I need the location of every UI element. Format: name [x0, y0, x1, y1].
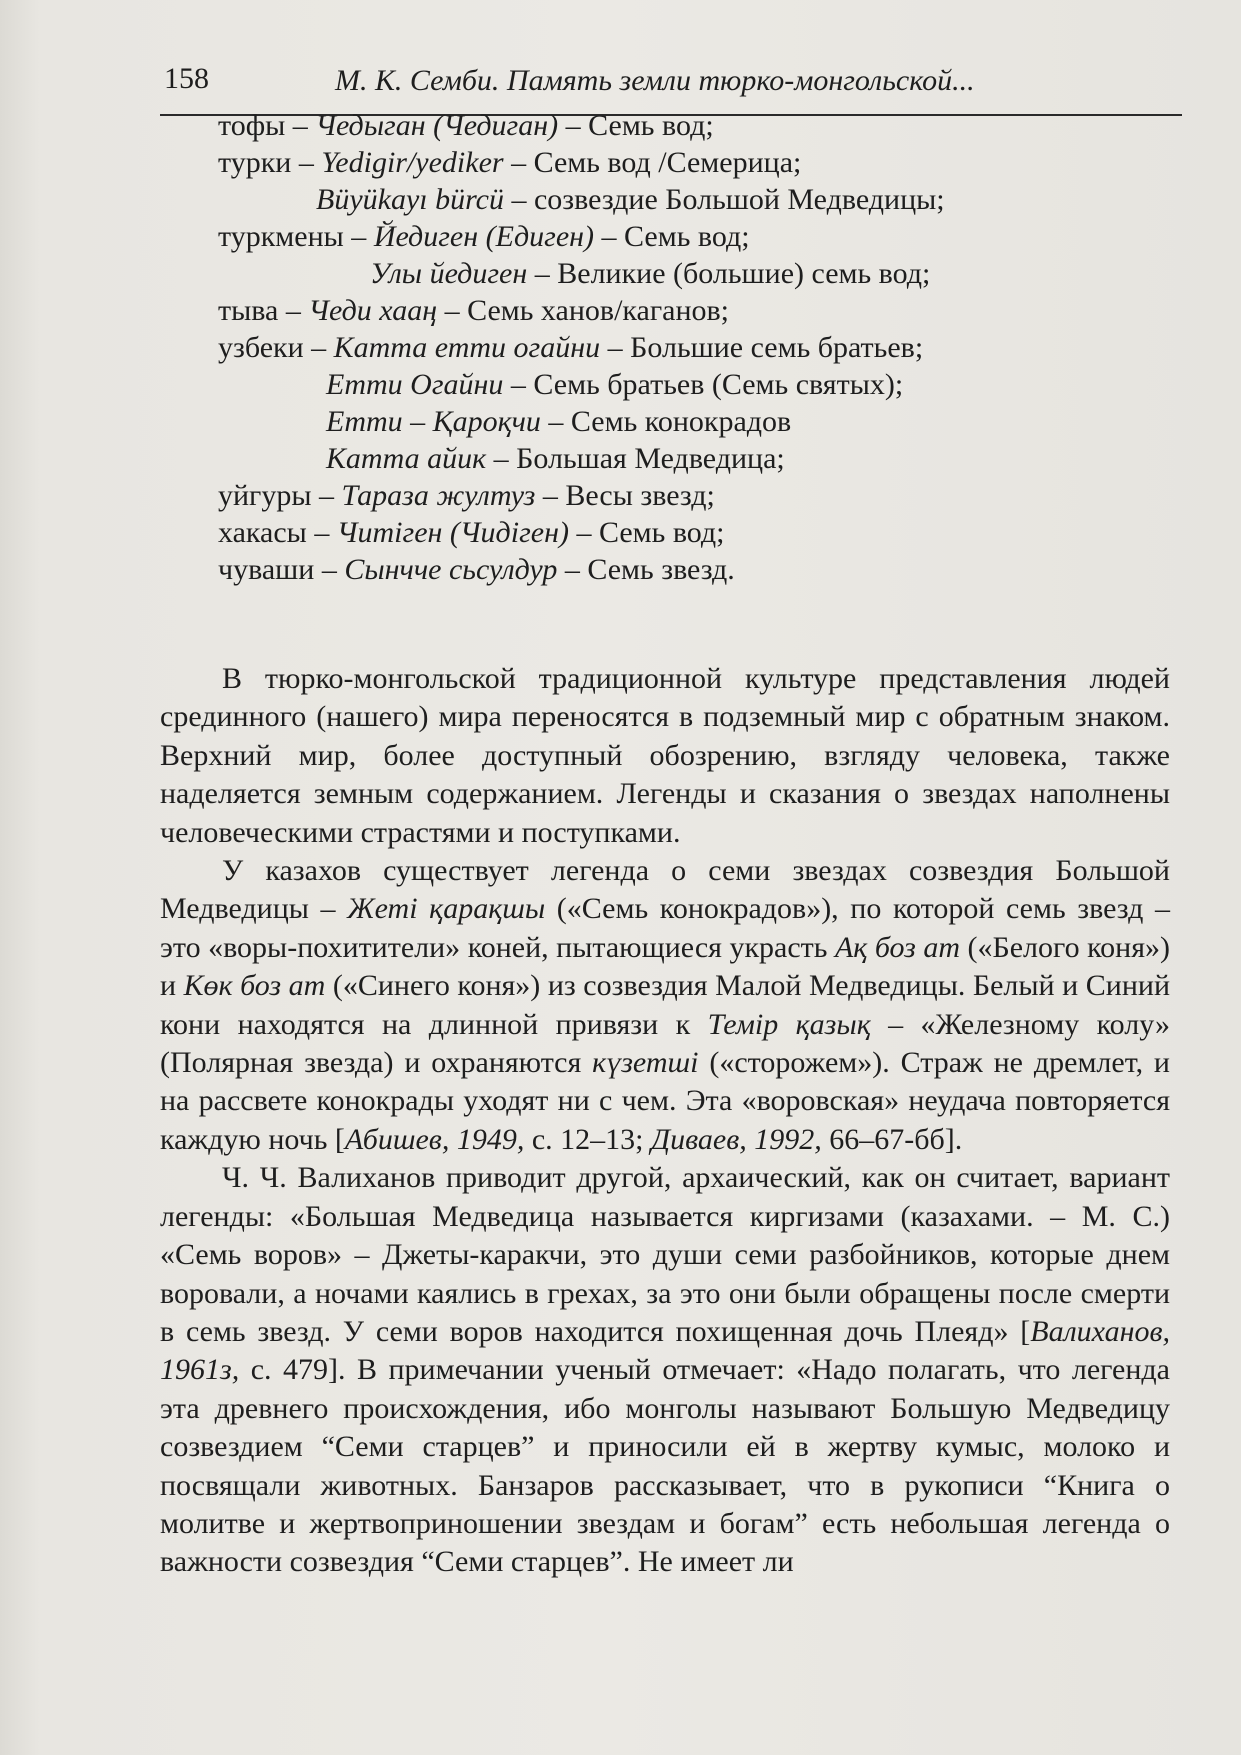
list-item: Улы йедиген – Великие (большие) семь вод; [370, 257, 931, 290]
list-item: чуваши – Сынчче сьсулдур – Семь звезд. [218, 553, 735, 586]
paragraph: Ч. Ч. Валиханов приводит другой, архаический, как он считает, вариант легенды: «Большая Медведица называется киргизами (казахами. – М. С.) «Семь воров» – Джеты-каракчи, это души семи разбойников, которые днем воровали, а ночами каялись в грехах, за это они были обращены после смерти в семь звезд. У семи воров находится похищенная дочь Плеяд» [Валиханов, 1961з, с. 479]. В примечании ученый отмечает: «Надо полагать, что легенда эта древнего происхождения, ибо монголы называют Большую Медведицу созвездием “Семи старцев” и приносили ей в жертву кумыс, молоко и посвящали животных. Банзаров рассказывает, что в рукописи “Книга о молитве и жертвоприношении звездам и богам” есть небольшая легенда о важности созвездия “Семи старцев”. Не имеет ли [160, 1161, 1170, 1579]
list-item: хакасы – Читiген (Чидiген) – Семь вод; [218, 516, 725, 549]
list-item: туркмены – Йедиген (Едиген) – Семь вод; [218, 220, 750, 253]
list-item: тофы – Чедыган (Чедиган) – Семь вод; [218, 109, 714, 142]
list-item: Büyükayı bürcü – созвездие Большой Медведицы; [316, 183, 945, 216]
list-item: узбеки – Катта етти огайни – Большие семь братьев; [218, 331, 924, 364]
list-item: Етти Огайни – Семь братьев (Семь святых); [326, 368, 904, 401]
paragraph: У казахов существует легенда о семи звездах созвездия Большой Медведицы – Жетi қарақшы («Семь конокрадов»), по которой семь звезд – это «воры-похитители» коней, пытающиеся украсть Ақ боз ат («Белого коня») и Көк боз ат («Синего коня») из созвездия Малой Медведицы. Белый и Синий кони находятся на длинной привязи к Темiр қазық – «Железному колу» (Полярная звезда) и охраняются күзетшi («сторожем»). Страж не дремлет, и на рассвете конокрады уходят ни с чем. Эта «воровская» неудача повторяется каждую ночь [Абишев, 1949, с. 12–13; Диваев, 1992, 66–67-бб]. [160, 854, 1170, 1156]
paragraph: В тюрко-монгольской традиционной культуре представления людей срединного (нашего) мира переносятся в подземный мир с обратным знаком. Верхний мир, более доступный обозрению, взгляду человека, также наделяется земным содержанием. Легенды и сказания о звездах наполнены человеческими страстями и поступками. [160, 662, 1170, 849]
list-item: уйгуры – Тараза жултуз – Весы звезд; [218, 479, 715, 512]
list-item: тыва – Чеди хааң – Семь ханов/каганов; [218, 294, 730, 327]
body-text [160, 660, 1170, 1582]
page-number: 158 [164, 62, 209, 95]
list-item: Етти – Қароқчи – Семь конокрадов [326, 405, 792, 438]
list-item: турки – Yedigir/yediker – Семь вод /Семерица; [218, 146, 802, 179]
list-item: Катта айик – Большая Медведица; [326, 442, 785, 475]
running-title: М. К. Семби. Память земли тюрко-монгольской... [335, 64, 975, 97]
